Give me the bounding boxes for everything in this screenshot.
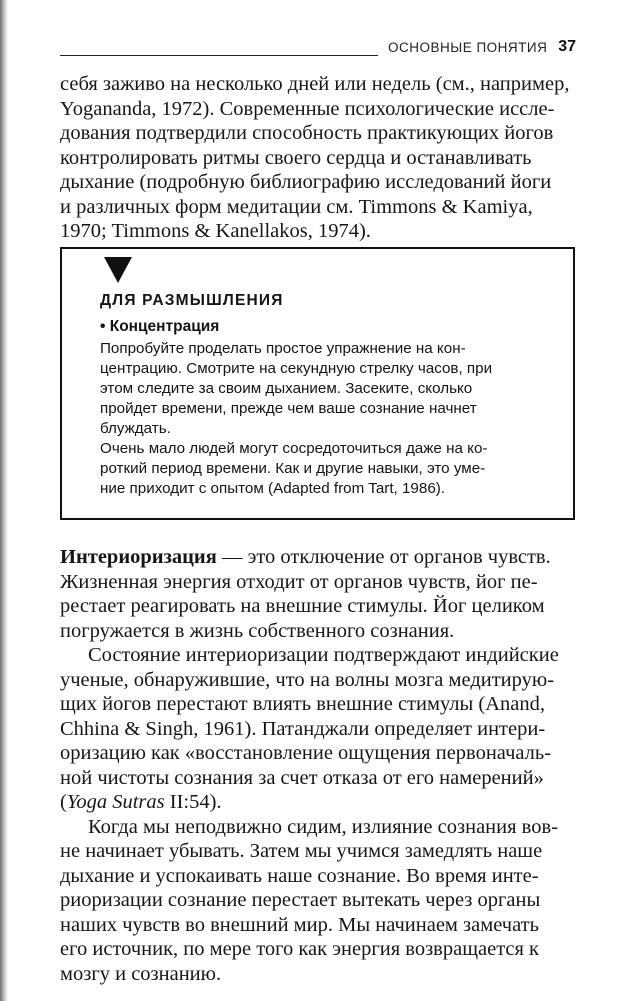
text-line: ученые, обнаружившие, что на волны мозга медитирую- xyxy=(60,668,555,691)
main-section xyxy=(60,545,580,986)
text-line: этом следите за своим дыханием. Засеките, сколько xyxy=(100,380,473,397)
text-line: погружается в жизнь собственного сознания. xyxy=(60,619,455,642)
reflection-heading: ДЛЯ РАЗМЫШЛЕНИЯ xyxy=(100,292,284,309)
text-line: его источник, по мере того как энергия возвращается к xyxy=(60,938,540,960)
text-line: Очень мало людей могут сосредоточиться даже на ко- xyxy=(100,440,488,457)
reflection-box xyxy=(60,247,575,520)
triangle-down-icon xyxy=(104,257,132,283)
page-edge-shadow xyxy=(0,0,8,1001)
paragraph-process xyxy=(60,815,580,987)
text-line: щих йогов перестают влиять внешние стимулы (Anand, xyxy=(60,693,546,715)
top-paragraph xyxy=(60,72,580,244)
text-line: и различных форм медитации см. Timmons & Kamiya, xyxy=(60,195,533,218)
text-line: дования подтвердили способность практикующих йогов xyxy=(60,122,554,144)
text-line xyxy=(60,545,580,570)
text-line: дыхание (подробную библиографию исследований йоги xyxy=(60,171,552,193)
reflection-box-content xyxy=(100,289,570,499)
text-line: Yogananda, 1972). Современные психологические иссле- xyxy=(60,97,555,120)
text-line: Chhina & Singh, 1961). Патанджали определяет интери- xyxy=(60,717,546,740)
text-line: мозгу и сознанию. xyxy=(60,962,222,985)
text-line: роткий период времени. Как и другие навыки, это уме- xyxy=(100,460,486,477)
reflection-subheading: • Концентрация xyxy=(100,318,220,335)
text-line: Попробуйте проделать простое упражнение на кон- xyxy=(100,340,466,357)
text-line: 1970; Timmons & Kanellakos, 1974). xyxy=(60,220,371,242)
text-line: центрацию. Смотрите на секундную стрелку часов, при xyxy=(100,360,493,377)
text-line: Жизненная энергия отходит от органов чувств, йог пе- xyxy=(60,570,538,593)
text-line: оризацию как «восстановление ощущения первоначаль- xyxy=(60,742,552,764)
text-line: Состояние интериоризации подтверждают индийские xyxy=(88,644,559,666)
reflection-text xyxy=(100,339,570,499)
text-line: наших чувств во внешний мир. Мы начинаем замечать xyxy=(60,913,539,936)
text-line: рестает реагировать на внешние стимулы. Йог целиком xyxy=(60,595,545,617)
citation-title: Yoga Sutras xyxy=(66,791,165,813)
text-line: ной чистоты сознания за счет отказа от его намерений» xyxy=(60,766,544,789)
citation-open: ( xyxy=(60,791,67,813)
page-number: 37 xyxy=(558,38,576,55)
text-line: дыхание и успокаивать наше сознание. Во время инте- xyxy=(60,864,539,887)
text-line: блуждать. xyxy=(100,420,171,437)
header-rule xyxy=(60,55,378,56)
text-line: себя заживо на несколько дней или недель (см., например, xyxy=(60,73,570,95)
definition-text: — это отключение от органов чувств. xyxy=(216,546,551,568)
text-line: Когда мы неподвижно сидим, излияние сознания вов- xyxy=(88,815,558,838)
paragraph-interiorization-definition xyxy=(60,545,580,643)
chapter-title: ОСНОВНЫЕ ПОНЯТИЯ xyxy=(388,40,548,55)
text-line xyxy=(60,790,580,815)
text-line: ние приходит с опытом (Adapted from Tart, 1986). xyxy=(100,480,446,497)
text-line: не начинает убывать. Затем мы учимся замедлять наше xyxy=(60,840,543,862)
running-header xyxy=(60,38,576,60)
text-line: пройдет времени, прежде чем ваше сознание начнет xyxy=(100,400,477,417)
paragraph-evidence xyxy=(60,643,580,815)
term-interiorization: Интериоризация xyxy=(60,546,217,568)
text-line: риоризации сознание перестает вытекать через органы xyxy=(60,889,541,911)
text-line: контролировать ритмы своего сердца и останавливать xyxy=(60,146,532,169)
citation-ref: II:54). xyxy=(164,791,222,813)
